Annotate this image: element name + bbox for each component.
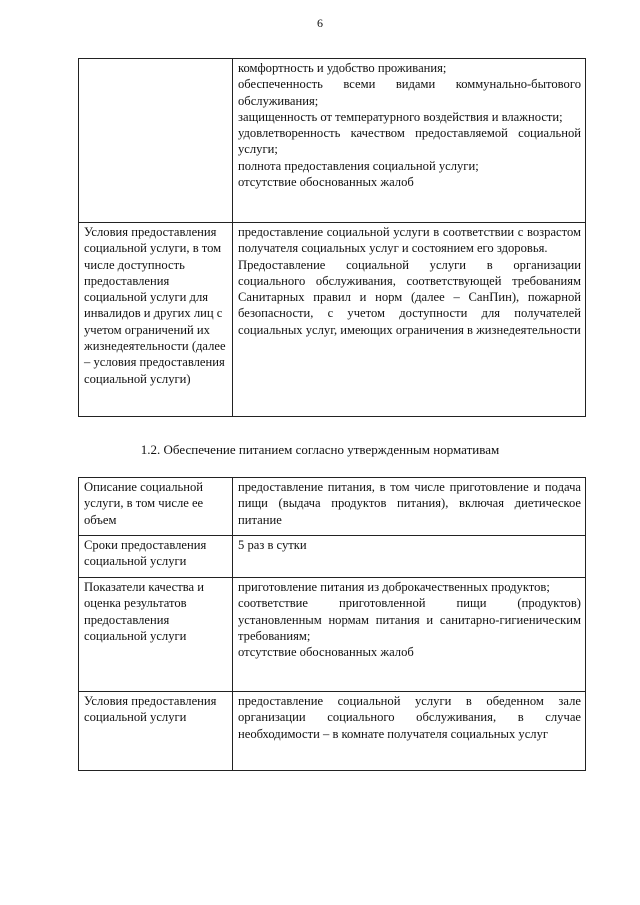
table-row bbox=[79, 59, 586, 223]
table-row bbox=[79, 692, 586, 771]
quality-indicator: удовлетворенность качеством предоставляемой социальной услуги; bbox=[238, 126, 581, 157]
table-row bbox=[79, 223, 586, 417]
quality-indicator: защищенность от температурного воздействия и влажности; bbox=[238, 109, 563, 124]
row-label bbox=[79, 59, 233, 223]
condition-text: предоставление социальной услуги в обеденном зале организации социального обслуживания, в случае необходимости – в комнате получателя социальных услуг bbox=[238, 694, 581, 741]
row-value bbox=[233, 223, 586, 417]
quality-indicator: отсутствие обоснованных жалоб bbox=[238, 645, 414, 660]
row-value bbox=[233, 536, 586, 578]
row-label: Описание социальной услуги, в том числе ее объем bbox=[79, 478, 233, 536]
nutrition-service-table bbox=[78, 477, 586, 771]
table-row bbox=[79, 578, 586, 692]
table-row bbox=[79, 536, 586, 578]
quality-indicator: полнота предоставления социальной услуги; bbox=[238, 158, 479, 173]
quality-indicator: комфортность и удобство проживания; bbox=[238, 61, 447, 75]
row-label: Показатели качества и оценка результатов предоставления социальной услуги bbox=[79, 578, 233, 692]
condition-text: предоставление социальной услуги в соответствии с возрастом получателя социальных услуг и состоянием его здоровья. bbox=[238, 225, 581, 256]
page-number: 6 bbox=[317, 16, 323, 30]
quality-indicator: соответствие приготовленной пищи (продуктов) установленным нормам питания и санитарно-гигиеническим требованиям; bbox=[238, 596, 581, 643]
timing-text: 5 раз в сутки bbox=[238, 538, 307, 552]
row-value bbox=[233, 59, 586, 223]
row-value bbox=[233, 692, 586, 771]
row-label: Сроки предоставления социальной услуги bbox=[79, 536, 233, 578]
section-heading: 1.2. Обеспечение питанием согласно утвержденным нормативам bbox=[140, 442, 500, 457]
quality-indicator: отсутствие обоснованных жалоб bbox=[238, 175, 414, 190]
quality-indicator: приготовление питания из доброкачественных продуктов; bbox=[238, 580, 550, 594]
row-value bbox=[233, 478, 586, 536]
row-value bbox=[233, 578, 586, 692]
description-text: предоставление питания, в том числе приготовление и подача пищи (выдача продуктов питания), включая диетическое питание bbox=[238, 480, 581, 527]
quality-indicator: обеспеченность всеми видами коммунально-бытового обслуживания; bbox=[238, 77, 581, 108]
table-row bbox=[79, 478, 586, 536]
row-label: Условия предоставления социальной услуги, в том числе доступность предоставления социальной услуги для инвалидов и других лиц с учетом ограничений их жизнедеятельности (далее – условия предоставления социальной услуги) bbox=[79, 223, 233, 417]
condition-text: Предоставление социальной услуги в организации социального обслуживания, соответствующей требованиям Санитарных правил и норм (далее – СанПин), пожарной безопасности, с учетом доступности для получателей социальных услуг, имеющих ограничения в жизнедеятельности bbox=[238, 257, 581, 337]
services-table-continued bbox=[78, 58, 586, 417]
row-label: Условия предоставления социальной услуги bbox=[79, 692, 233, 771]
